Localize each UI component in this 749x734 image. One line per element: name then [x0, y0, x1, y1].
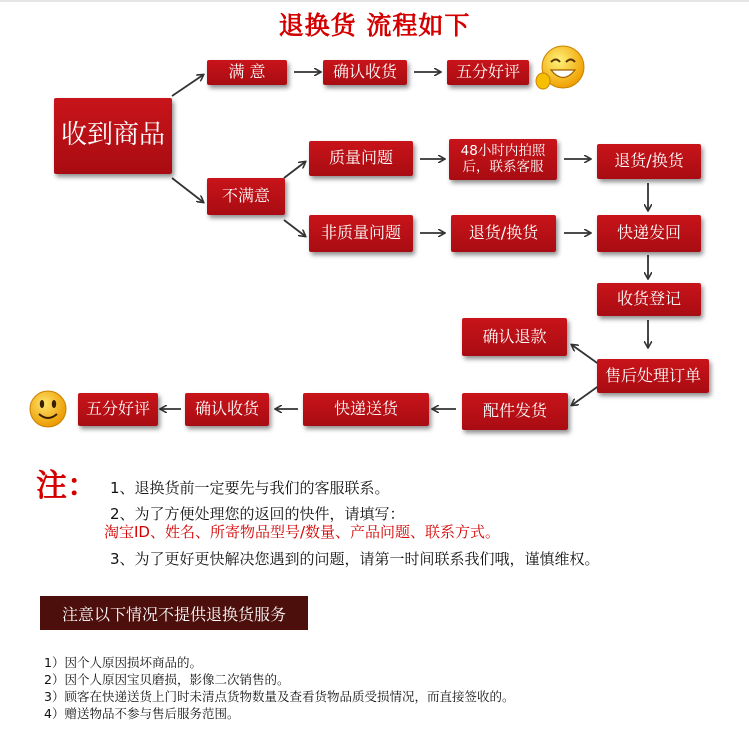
courier-delivery-box: 快递送货: [303, 393, 429, 426]
arrow-aftersale-to-refund: [572, 345, 600, 365]
smiley-face-icon: [27, 389, 69, 429]
no-service-heading: 注意以下情况不提供退换货服务: [40, 596, 308, 630]
return-exchange-top-box: 退货/换货: [597, 144, 701, 179]
quality-issue-box: 质量问题: [309, 141, 413, 176]
confirm-refund-box: 确认退款: [462, 318, 567, 356]
arrow-unsatisfied-to-quality: [284, 162, 305, 178]
smiley-laughing-icon: [534, 43, 588, 93]
ship-parts-box: 配件发货: [462, 393, 568, 430]
no-service-item: 4）赠送物品不参与售后服务范围。: [44, 706, 240, 721]
photo-contact-box: [449, 139, 557, 180]
arrow-aftersale-to-parts: [572, 385, 600, 405]
note-2: 2、为了方便处理您的返回的快件，请填写：: [110, 505, 405, 523]
good-review-bottom-box: 五分好评: [78, 393, 158, 426]
no-service-item: 2）因个人原因宝贝磨损，影像二次销售的。: [44, 672, 290, 687]
note-3: 3、为了更好更快解决您遇到的问题，请第一时间联系我们哦，谨慎维权。: [110, 550, 600, 568]
non-quality-issue-box: 非质量问题: [309, 215, 413, 252]
confirm-receipt-top-box: 确认收货: [323, 60, 407, 85]
photo-contact-line2: 后，联系客服: [462, 158, 544, 175]
good-review-top-box: 五分好评: [447, 60, 529, 85]
arrow-unsatisfied-to-nonquality: [284, 220, 305, 236]
receipt-register-box: 收货登记: [597, 283, 701, 316]
unsatisfied-box: 不满意: [207, 178, 285, 215]
photo-contact-line1: 48小时内拍照: [460, 142, 546, 159]
after-sale-order-box: 售后处理订单: [597, 359, 709, 393]
no-service-item: 1）因个人原因损坏商品的。: [44, 655, 202, 670]
note-marker: 注：: [36, 468, 98, 504]
arrow-receive-to-unsatisfied: [172, 178, 203, 202]
page-title: 退换货 流程如下: [278, 11, 471, 40]
note-1: 1、退换货前一定要先与我们的客服联系。: [110, 479, 390, 497]
confirm-receipt-bottom-box: 确认收货: [185, 393, 269, 426]
courier-return-box: 快递发回: [597, 215, 701, 252]
no-service-item: 3）顾客在快递送货上门时未清点货物数量及查看货物品质受损情况，而直接签收的。: [44, 689, 515, 704]
satisfied-box: 满 意: [207, 60, 287, 85]
arrow-receive-to-satisfied: [172, 75, 203, 96]
note-2-detail: 淘宝ID、姓名、所寄物品型号/数量、产品问题、联系方式。: [104, 523, 501, 541]
receive-goods-box: 收到商品: [54, 98, 172, 174]
return-exchange-mid-box: 退货/换货: [451, 215, 556, 252]
